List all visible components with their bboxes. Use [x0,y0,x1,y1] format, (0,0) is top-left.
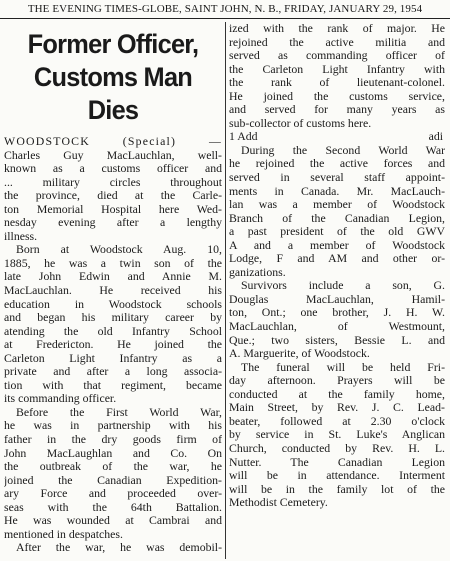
article-line: Methodist Cemetery. [229,495,328,510]
article-column-right [229,22,445,559]
article-line: lan was a member of Woodstock [229,197,445,212]
add-marker [229,130,445,144]
article-line: a past president of the old GWV [229,224,445,239]
article-line: Que.; two sisters, Bessie L. and [229,332,445,347]
headline-line-2: Customs Man Dies [33,62,193,125]
article-line: father in the dry goods firm of [4,432,222,447]
article-line: During the Second World War [241,142,445,157]
article-line: its commanding officer. [4,391,117,406]
article-line: ized with the rank of major. He [229,22,445,35]
article-line: the province, died at the Carle- [4,188,222,203]
column-rule [225,22,226,559]
article-line: conducted at the family home, [229,386,445,401]
article-line: ments in Canada. Mr. MacLauch- [229,183,445,198]
article-line: Survivors include a son, G. [241,278,445,293]
article-line: by service in St. Luke's Anglican [229,427,445,442]
article-line: ganizations. [229,264,286,279]
article-line: sub-collector of customs here. [229,115,372,130]
article-line: Before the First World War, [16,404,222,419]
article-line: Nutter. The Canadian Legion [229,454,445,469]
article-line: illness. [4,228,38,243]
dateline: WOODSTOCK (Special) — [4,134,222,148]
article-line: Charles Guy MacLauchlan, well- [4,147,222,162]
article-line: day afternoon. Prayers will be [229,373,445,388]
article-line: He joined the customs service, [229,88,445,103]
add-marker-text: 1 Add [229,129,258,144]
article-line: the outbreak of the war, he [4,459,222,474]
article-line: John MacLaughlan and Co. On [4,445,222,460]
article-line: will be in the family lot of the [229,481,445,496]
article-line: After the war, he was demobil- [16,540,222,555]
article-line: education in Woodstock schools [4,296,222,311]
article-line: joined the Canadian Expedition- [4,472,222,487]
article-line: seas with the 64th Battalion. [4,499,222,514]
article-line: ary Force and proceeded over- [4,486,222,501]
article-line: A. Marguerite, of Woodstock. [229,346,370,361]
article-line: Main Street, by Rev. J. C. Lead- [229,400,445,415]
article-line: will be in attendance. Interment [229,468,445,483]
article-line: Carleton Light Infantry as a [4,350,222,365]
masthead: THE EVENING TIMES-GLOBE, SAINT JOHN, N. B., FRIDAY, JANUARY 29, 1954 [0,0,450,19]
article-line: served as commanding officer of [229,48,445,63]
article-line: A and a member of Woodstock [229,237,445,252]
article-line: and served for many years as [229,102,445,117]
article-line: the rank of lieutenant-colonel. [229,75,445,90]
article-line: beater, followed at 2.30 o'clock [229,413,445,428]
article-line: he was in partnership with his [4,418,222,433]
article-line: The funeral will be held Fri- [241,359,445,374]
article-line: MacLauchlan. He received his [4,283,222,298]
article-line: ton, Ont.; one brother, J. H. W. [229,305,445,320]
headline [11,28,216,127]
article-line: ton Memorial Hospital here Wed- [4,201,222,216]
article-line: the Carleton Light Infantry with [229,61,445,76]
article-line: rejoined the active militia and [229,34,445,49]
article-line: Born at Woodstock Aug. 10, [16,242,222,257]
article-line: and began his military career by [4,310,222,325]
article-line: Lodge, F and AM and other or- [229,251,445,266]
article-line: Church, conducted by Rev. H. L. [229,440,445,455]
article-line: at Fredericton. He joined the [4,337,222,352]
article-line: he rejoined the active forces and [229,156,445,171]
add-marker-text: adi [428,129,443,144]
article-line: atending the old Infantry School [4,323,222,338]
article-line: mentioned in despatches. [4,526,123,541]
article-line: served in several staff appoint- [229,170,445,185]
article-column-left [4,22,222,559]
article-line: Douglas MacLauchlan, Hamil- [229,291,445,306]
article-line: late John Edwin and Annie M. [4,269,222,284]
article-line: Branch of the Canadian Legion, [229,210,445,225]
article-line: known as a customs officer and [4,161,222,176]
article-line: ... military circles throughout [4,174,222,189]
article-line: tion with that regiment, became [4,377,222,392]
article-line: He was wounded at Cambrai and [4,513,222,528]
article-line: private and after a long associa- [4,364,222,379]
article-line: MacLauchlan, of Westmount, [229,319,445,334]
article-line: 1885, he was a twin son of the [4,255,222,270]
headline-line-1: Former Officer, [27,29,199,59]
article-line: nesday evening after a lengthy [4,215,222,230]
